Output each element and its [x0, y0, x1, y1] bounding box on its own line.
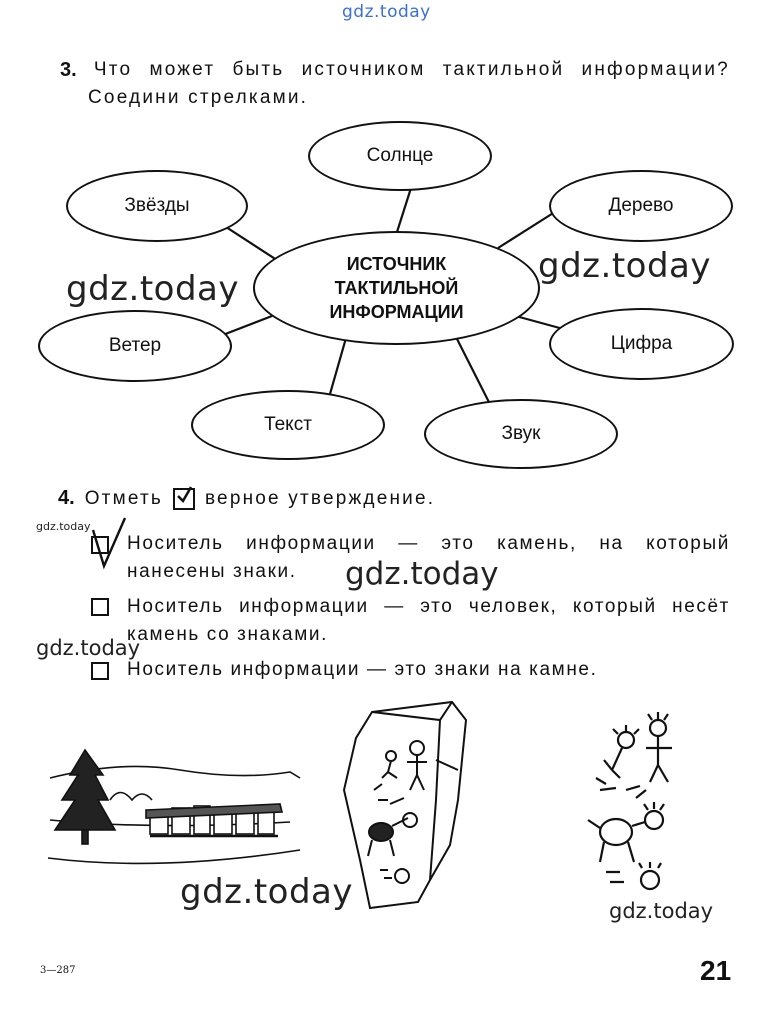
statement-1-word: на	[599, 533, 624, 554]
task3-word: информации?	[581, 59, 730, 80]
watermark-small: gdz.today	[36, 520, 91, 533]
task3-question-line2: Соедини стрелками.	[88, 87, 309, 108]
statement-1-word: —	[398, 533, 419, 554]
statement-2-line2: камень со знаками.	[127, 624, 328, 645]
task3-number: 3.	[60, 59, 77, 81]
statement-1-word: информации	[246, 533, 376, 554]
task3-word: источником	[301, 59, 426, 80]
watermark: gdz.today	[36, 636, 141, 660]
statement-1-word: это	[441, 533, 475, 554]
watermark: gdz.today	[180, 872, 353, 912]
oval-digit-label: Цифра	[610, 333, 673, 354]
statement-1-word: Носитель	[127, 533, 224, 554]
oval-wind-label: Ветер	[108, 335, 162, 356]
task3-word: тактильной	[442, 59, 565, 80]
task4-before: Отметь	[84, 487, 163, 509]
statement-2-word: информации	[239, 596, 369, 617]
oval-sun-label: Солнце	[366, 145, 434, 166]
statement-1-word: камень,	[497, 533, 577, 554]
statement-2-word: —	[384, 596, 405, 617]
watermark: gdz.today	[66, 269, 239, 309]
oval-stars-label: Звёзды	[124, 195, 190, 216]
statement-2-word: человек,	[468, 596, 558, 617]
oval-text-label: Текст	[264, 414, 312, 435]
footer-code: 3—287	[40, 965, 76, 976]
center-line-2: ТАКТИЛЬНОЙ	[334, 278, 459, 298]
statement-2-word: несёт	[672, 596, 730, 617]
statement-1-line2: нанесены знаки.	[127, 561, 297, 582]
statement-1-word: который	[646, 533, 730, 554]
watermark-top: gdz.today	[342, 2, 431, 22]
statement-3-line1: Носитель информации — это знаки на камне.	[127, 659, 598, 680]
task4-number: 4.	[58, 487, 75, 509]
oval-sound-label: Звук	[501, 423, 541, 444]
center-line-3: ИНФОРМАЦИИ	[329, 302, 464, 322]
statement-2-word: это	[420, 596, 454, 617]
task4-after: верное утверждение.	[204, 487, 436, 509]
page-number: 21	[700, 955, 732, 986]
watermark: gdz.today	[538, 246, 711, 286]
task3-word: может	[149, 59, 216, 80]
watermark: gdz.today	[345, 556, 499, 592]
statement-2-word: Носитель	[127, 596, 224, 617]
oval-tree-label: Дерево	[608, 195, 674, 216]
task3-word: быть	[232, 59, 285, 80]
statement-2-word: который	[572, 596, 657, 617]
task3-word: Что	[93, 59, 133, 80]
center-line-1: ИСТОЧНИК	[346, 254, 447, 274]
watermark: gdz.today	[609, 899, 714, 923]
